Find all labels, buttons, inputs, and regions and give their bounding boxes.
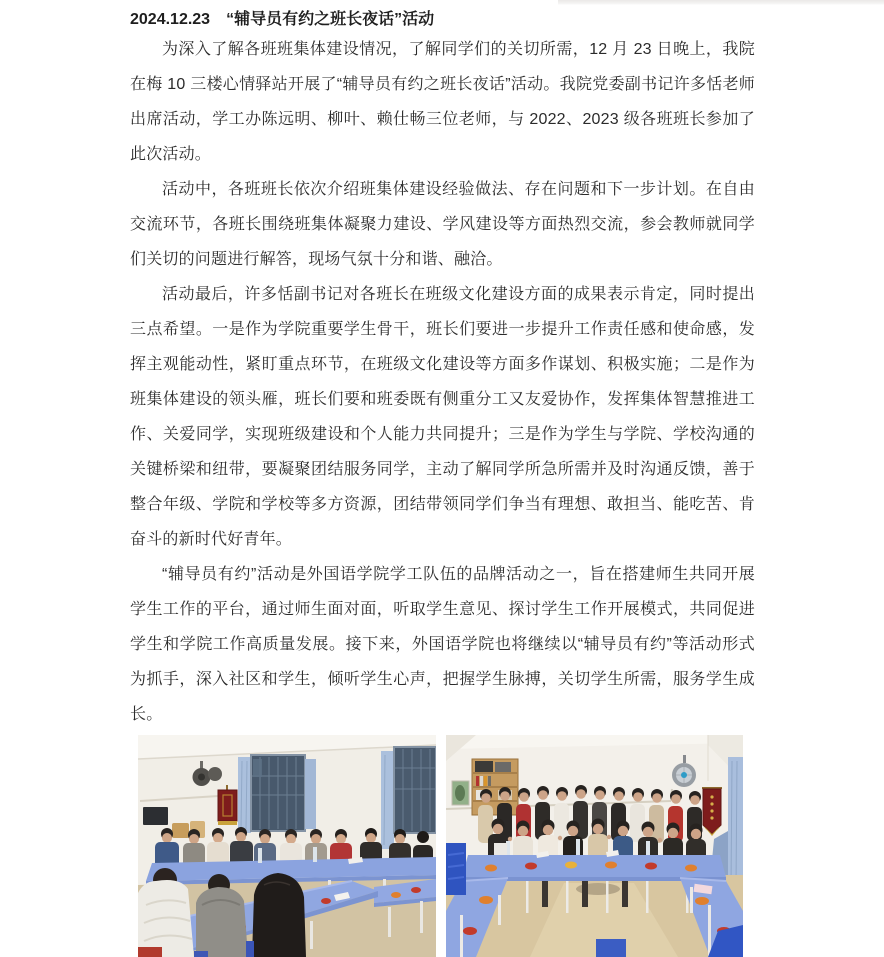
blue-chair: [246, 941, 254, 957]
top-edge-artifact: [558, 0, 884, 5]
tv-screen: [143, 807, 168, 825]
activity-photo-2: [446, 735, 743, 957]
article-title: 2024.12.23 “辅导员有约之班长夜话”活动: [130, 11, 435, 28]
red-banner: [218, 785, 237, 825]
red-object: [138, 947, 162, 957]
activity-photo-1: [138, 735, 436, 957]
foreground-people-backs: [138, 868, 306, 957]
paragraph-1: 为深入了解各班班集体建设情况，了解同学们的关切所需，12 月 23 日晚上，我院在梅 10 三楼心情驿站开展了“辅导员有约之班长夜话”活动。我院党委副书记许多恬老师出席活动，学工办陈远明、柳叶、赖仕畅三位老师，与 2022、2023 级各班班长参加了此次活动。: [130, 41, 755, 163]
paragraph-4: “辅导员有约”活动是外国语学院学工队伍的品牌活动之一，旨在搭建师生共同开展学生工作的平台，通过师生面对面，听取学生意见、探讨学生工作开展模式，共同促进学生和学院工作高质量发展。接下来，外国语学院也将继续以“辅导员有约”等活动形式为抓手，深入社区和学生，倾听学生心声，把握学生脉搏，关切学生所需，服务学生成长。: [130, 566, 755, 723]
window-left: [238, 755, 316, 833]
wall-painting: [452, 781, 469, 805]
blue-chair: [194, 951, 208, 957]
basket: [172, 823, 189, 838]
paragraph-2: 活动中，各班班长依次介绍班集体建设经验做法、存在问题和下一步计划。在自由交流环节，各班长围绕班集体凝聚力建设、学风建设等方面热烈交流，参会教师就同学们关切的问题进行解答，现场气氛十分和谐、融洽。: [130, 181, 755, 268]
paragraph-3: 活动最后，许多恬副书记对各班长在班级文化建设方面的成果表示肯定，同时提出三点希望。一是作为学院重要学生骨干，班长们要进一步提升工作责任感和使命感，发挥主观能动性，紧盯重点环节，在班级文化建设等方面多作谋划、积极实施；二是作为班集体建设的领头雁，班长们要和班委既有侧重分工又友爱协作，发挥集体智慧推进工作、关爱同学，实现班级建设和个人能力共同提升；三是作为学生与学院、学校沟通的关键桥梁和纽带，要凝聚团结服务同学，主动了解同学所急所需并及时沟通反馈，善于整合年级、学院和学校等多方资源，团结带领同学们争当有理想、敢担当、能吃苦、肯奋斗的新时代好青年。: [130, 286, 755, 548]
photo-row: [138, 735, 755, 957]
